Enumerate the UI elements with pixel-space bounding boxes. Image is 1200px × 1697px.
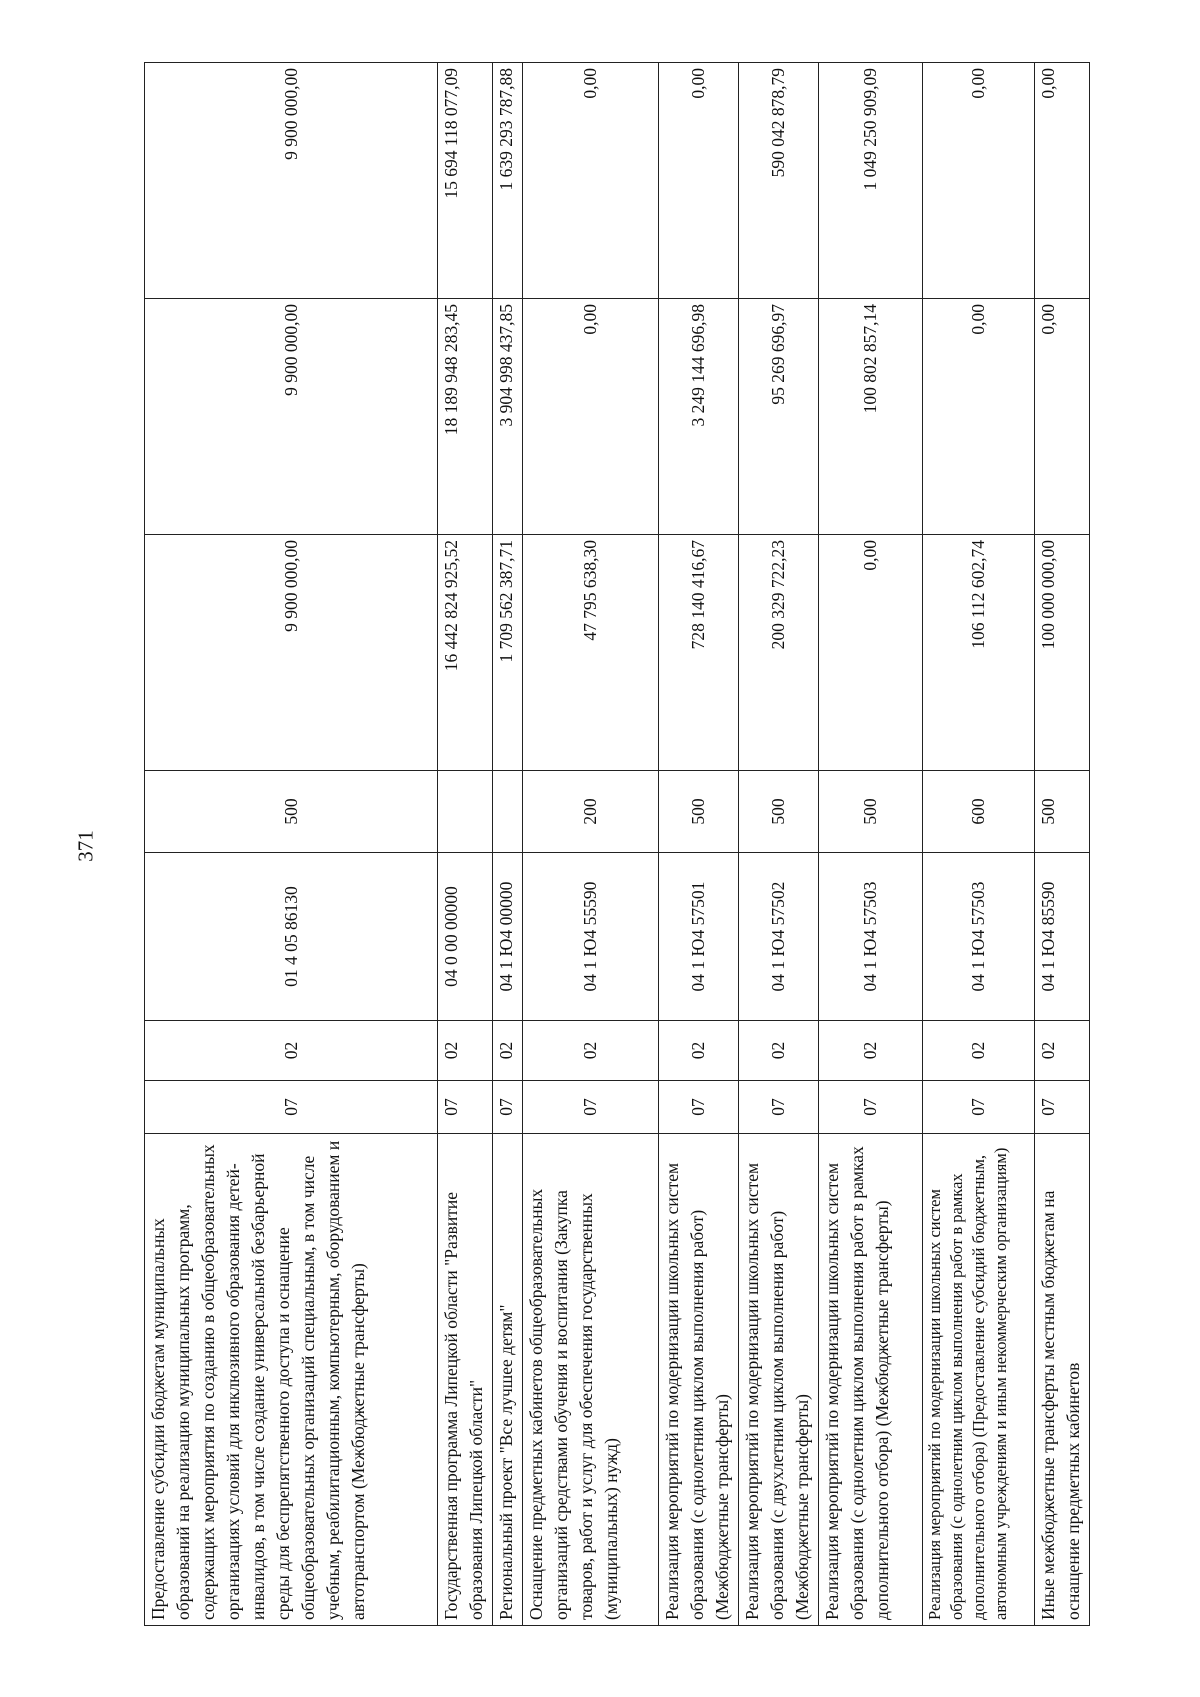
subsection-code: 02 — [493, 1021, 523, 1081]
target-article-code: 04 0 00 00000 — [438, 853, 493, 1021]
row-description: Реализация мероприятий по модернизации школьных систем образования (с однолетним циклом выполнения работ) (Межбюджетные трансферты) — [659, 1134, 739, 1626]
amount-year-1: 728 140 416,67 — [659, 535, 739, 771]
amount-year-2: 3 249 144 696,98 — [659, 299, 739, 535]
amount-year-2: 0,00 — [1035, 299, 1090, 535]
row-description: Оснащение предметных кабинетов общеобразовательных организаций средствами обучения и воспитания (Закупка товаров, работ и услуг для обеспечения государственных (муниципальных) нужд) — [523, 1134, 659, 1626]
subsection-code: 02 — [923, 1021, 1035, 1081]
table-row — [145, 63, 438, 1626]
section-code: 07 — [819, 1081, 923, 1134]
amount-year-1: 9 900 000,00 — [145, 535, 438, 771]
subsection-code: 02 — [659, 1021, 739, 1081]
section-code: 07 — [923, 1081, 1035, 1134]
section-code: 07 — [523, 1081, 659, 1134]
row-description: Предоставление субсидии бюджетам муниципальных образований на реализацию муниципальных программ, содержащих мероприятия по созданию в общеобразовательных организациях условий для инклюзивного образования детей-инвалидов, в том числе создание универсальной безбарьерной среды для беспрепятственного доступа и оснащение общеобразовательных организаций специальным, в том числе учебным, реабилитационным, компьютерным, оборудованием и автотранспортом (Межбюджетные трансферты) — [145, 1134, 438, 1626]
amount-year-1: 1 709 562 387,71 — [493, 535, 523, 771]
subsection-code: 02 — [145, 1021, 438, 1081]
table-row — [438, 63, 493, 1626]
table-row — [1035, 63, 1090, 1626]
amount-year-1: 47 795 638,30 — [523, 535, 659, 771]
row-description: Реализация мероприятий по модернизации школьных систем образования (с двухлетним циклом выполнения работ) (Межбюджетные трансферты) — [739, 1134, 819, 1626]
page-number: 371 — [73, 830, 98, 862]
amount-year-2: 100 802 857,14 — [819, 299, 923, 535]
amount-year-2: 3 904 998 437,85 — [493, 299, 523, 535]
target-article-code: 04 1 Ю4 57501 — [659, 853, 739, 1021]
target-article-code: 04 1 Ю4 00000 — [493, 853, 523, 1021]
subsection-code: 02 — [1035, 1021, 1090, 1081]
section-code: 07 — [1035, 1081, 1090, 1134]
budget-table — [144, 62, 1090, 1626]
section-code: 07 — [493, 1081, 523, 1134]
row-description: Реализация мероприятий по модернизации школьных систем образования (с однолетним циклом выполнения работ в рамках дополнительного отбора) (Межбюджетные трансферты) — [819, 1134, 923, 1626]
section-code: 07 — [659, 1081, 739, 1134]
expense-type-code — [493, 771, 523, 853]
table-row — [739, 63, 819, 1626]
expense-type-code: 500 — [1035, 771, 1090, 853]
table-row — [923, 63, 1035, 1626]
expense-type-code: 200 — [523, 771, 659, 853]
expense-type-code: 500 — [739, 771, 819, 853]
subsection-code: 02 — [739, 1021, 819, 1081]
amount-year-3: 0,00 — [659, 63, 739, 299]
amount-year-2: 9 900 000,00 — [145, 299, 438, 535]
amount-year-1: 200 329 722,23 — [739, 535, 819, 771]
target-article-code: 04 1 Ю4 57503 — [923, 853, 1035, 1021]
row-description: Государственная программа Липецкой области "Развитие образования Липецкой области" — [438, 1134, 493, 1626]
amount-year-1: 16 442 824 925,52 — [438, 535, 493, 771]
section-code: 07 — [438, 1081, 493, 1134]
amount-year-3: 0,00 — [523, 63, 659, 299]
row-description: Иные межбюджетные трансферты местным бюджетам на оснащение предметных кабинетов — [1035, 1134, 1090, 1626]
amount-year-1: 106 112 602,74 — [923, 535, 1035, 771]
target-article-code: 04 1 Ю4 55590 — [523, 853, 659, 1021]
table-row — [523, 63, 659, 1626]
target-article-code: 01 4 05 86130 — [145, 853, 438, 1021]
amount-year-3: 15 694 118 077,09 — [438, 63, 493, 299]
amount-year-2: 0,00 — [923, 299, 1035, 535]
row-description: Региональный проект "Все лучшее детям" — [493, 1134, 523, 1626]
amount-year-3: 0,00 — [1035, 63, 1090, 299]
section-code: 07 — [145, 1081, 438, 1134]
target-article-code: 04 1 Ю4 85590 — [1035, 853, 1090, 1021]
subsection-code: 02 — [819, 1021, 923, 1081]
table-row — [819, 63, 923, 1626]
amount-year-3: 0,00 — [923, 63, 1035, 299]
amount-year-2: 18 189 948 283,45 — [438, 299, 493, 535]
section-code: 07 — [739, 1081, 819, 1134]
expense-type-code: 600 — [923, 771, 1035, 853]
amount-year-1: 100 000 000,00 — [1035, 535, 1090, 771]
amount-year-3: 590 042 878,79 — [739, 63, 819, 299]
amount-year-3: 1 049 250 909,09 — [819, 63, 923, 299]
subsection-code: 02 — [438, 1021, 493, 1081]
target-article-code: 04 1 Ю4 57503 — [819, 853, 923, 1021]
target-article-code: 04 1 Ю4 57502 — [739, 853, 819, 1021]
row-description: Реализация мероприятий по модернизации школьных систем образования (с однолетним циклом выполнения работ в рамках дополнительного отбора) (Предоставление субсидий бюджетным, автономным учреждениям и иным некоммерческим организациям) — [923, 1134, 1035, 1626]
subsection-code: 02 — [523, 1021, 659, 1081]
table-row — [659, 63, 739, 1626]
expense-type-code: 500 — [145, 771, 438, 853]
expense-type-code — [438, 771, 493, 853]
amount-year-2: 95 269 696,97 — [739, 299, 819, 535]
expense-type-code: 500 — [819, 771, 923, 853]
rotated-table-container — [144, 63, 1083, 1626]
amount-year-2: 0,00 — [523, 299, 659, 535]
expense-type-code: 500 — [659, 771, 739, 853]
amount-year-3: 1 639 293 787,88 — [493, 63, 523, 299]
table-row — [493, 63, 523, 1626]
amount-year-1: 0,00 — [819, 535, 923, 771]
amount-year-3: 9 900 000,00 — [145, 63, 438, 299]
